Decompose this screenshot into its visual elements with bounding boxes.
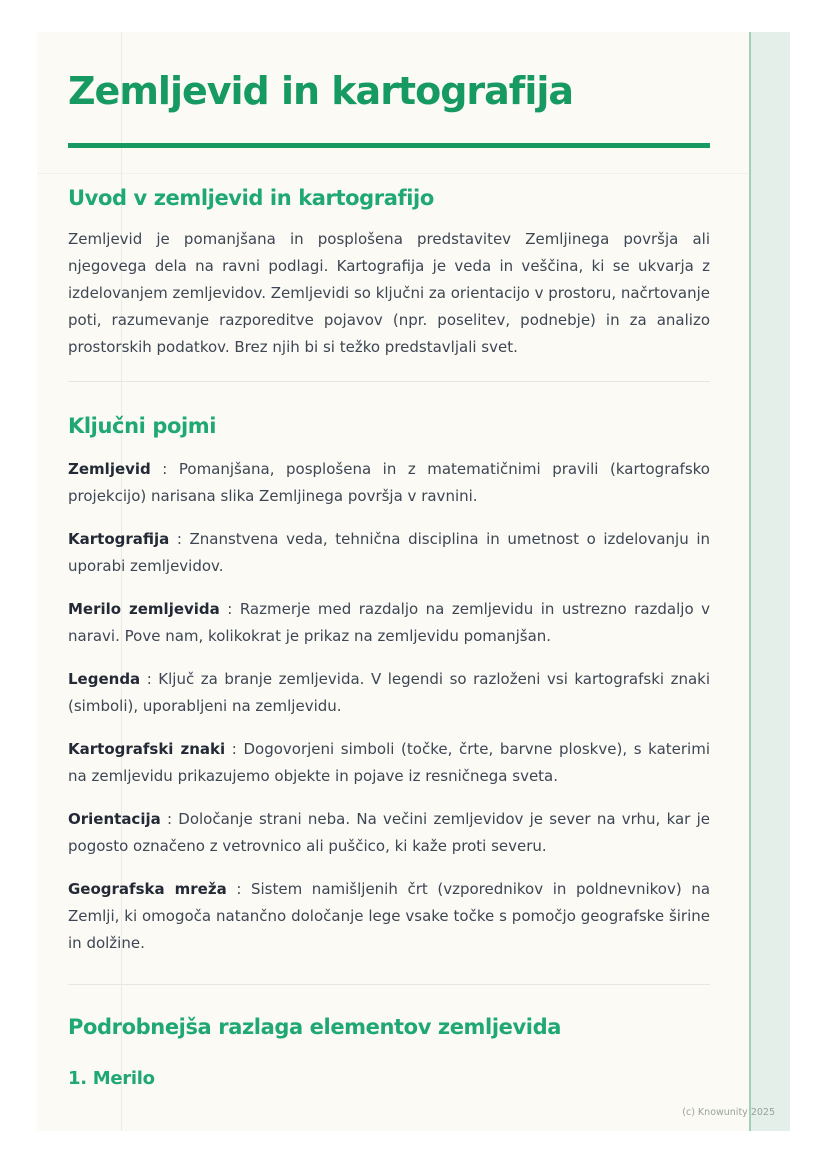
definition-term: Orientacija xyxy=(68,810,161,828)
definition-item-kartografija xyxy=(68,526,710,580)
page-content xyxy=(37,32,790,1091)
definition-term: Kartografski znaki xyxy=(68,740,226,758)
definition-item-merilo-zemljevida xyxy=(68,596,710,650)
definition-text: Ključ za branje zemljevida. V legendi so razloženi vsi kartografski znaki (simboli), uporabljeni na zemljevidu. xyxy=(68,670,710,715)
definition-term: Geografska mreža xyxy=(68,880,227,898)
definition-item-kartografski-znaki xyxy=(68,736,710,790)
definition-text: Znanstvena veda, tehnična disciplina in umetnost o izdelovanju in uporabi zemljevidov. xyxy=(68,530,710,575)
definition-item-orientacija xyxy=(68,806,710,860)
definition-term: Merilo zemljevida xyxy=(68,600,220,618)
definition-separator: : xyxy=(150,460,179,478)
section-heading-intro: Uvod v zemljevid in kartografijo xyxy=(68,186,434,210)
definition-separator: : xyxy=(225,740,244,758)
definition-text: Pomanjšana, posplošena in z matematičnimi pravili (kartografsko projekcijo) narisana slika Zemljinega površja v ravnini. xyxy=(68,460,710,505)
definition-separator: : xyxy=(226,880,251,898)
copyright-footer: (c) Knowunity 2025 xyxy=(682,1107,775,1118)
section-heading-key-terms: Ključni pojmi xyxy=(68,414,217,438)
subsection-heading-merilo: 1. Merilo xyxy=(68,1068,155,1089)
page-title: Zemljevid in kartografija xyxy=(68,69,574,113)
definition-separator: : xyxy=(169,530,190,548)
document-page xyxy=(37,32,790,1131)
definition-item-zemljevid xyxy=(68,456,710,510)
section-heading-details: Podrobnejša razlaga elementov zemljevida xyxy=(68,1015,561,1039)
definition-text: Določanje strani neba. Na večini zemljevidov je sever na vrhu, kar je pogosto označeno z vetrovnico ali puščico, ki kaže proti severu. xyxy=(68,810,710,855)
definition-term: Legenda xyxy=(68,670,141,688)
section-divider xyxy=(68,381,710,382)
definition-text: Dogovorjeni simboli (točke, črte, barvne ploskve), s katerimi na zemljevidu prikazujemo objekte in pojave iz resničnega sveta. xyxy=(68,740,710,785)
definition-item-geografska-mreza xyxy=(68,876,710,957)
definition-item-legenda xyxy=(68,666,710,720)
section-divider xyxy=(68,984,710,985)
definition-term: Zemljevid xyxy=(68,460,151,478)
definition-separator: : xyxy=(160,810,179,828)
intro-paragraph: Zemljevid je pomanjšana in posplošena predstavitev Zemljinega površja ali njegovega dela na ravni podlagi. Kartografija je veda in veščina, ki se ukvarja z izdelovanjem zemljevidov. Zemljevidi so ključni za orientacijo v prostoru, načrtovanje poti, razumevanje razporeditve pojavov (npr. poselitev, podnebje) in za analizo prostorskih podatkov. Brez njih bi si težko predstavljali svet. xyxy=(68,230,711,356)
definition-separator: : xyxy=(140,670,159,688)
definition-term: Kartografija xyxy=(68,530,170,548)
definition-separator: : xyxy=(219,600,240,618)
title-underline-rule xyxy=(68,143,710,148)
definition-text: Razmerje med razdaljo na zemljevidu in ustrezno razdaljo v naravi. Pove nam, kolikokrat je prikaz na zemljevidu pomanjšan. xyxy=(68,600,710,645)
definition-text: Sistem namišljenih črt (vzporednikov in poldnevnikov) na Zemlji, ki omogoča natančno določanje lege vsake točke s pomočjo geografske širine in dolžine. xyxy=(68,880,711,952)
